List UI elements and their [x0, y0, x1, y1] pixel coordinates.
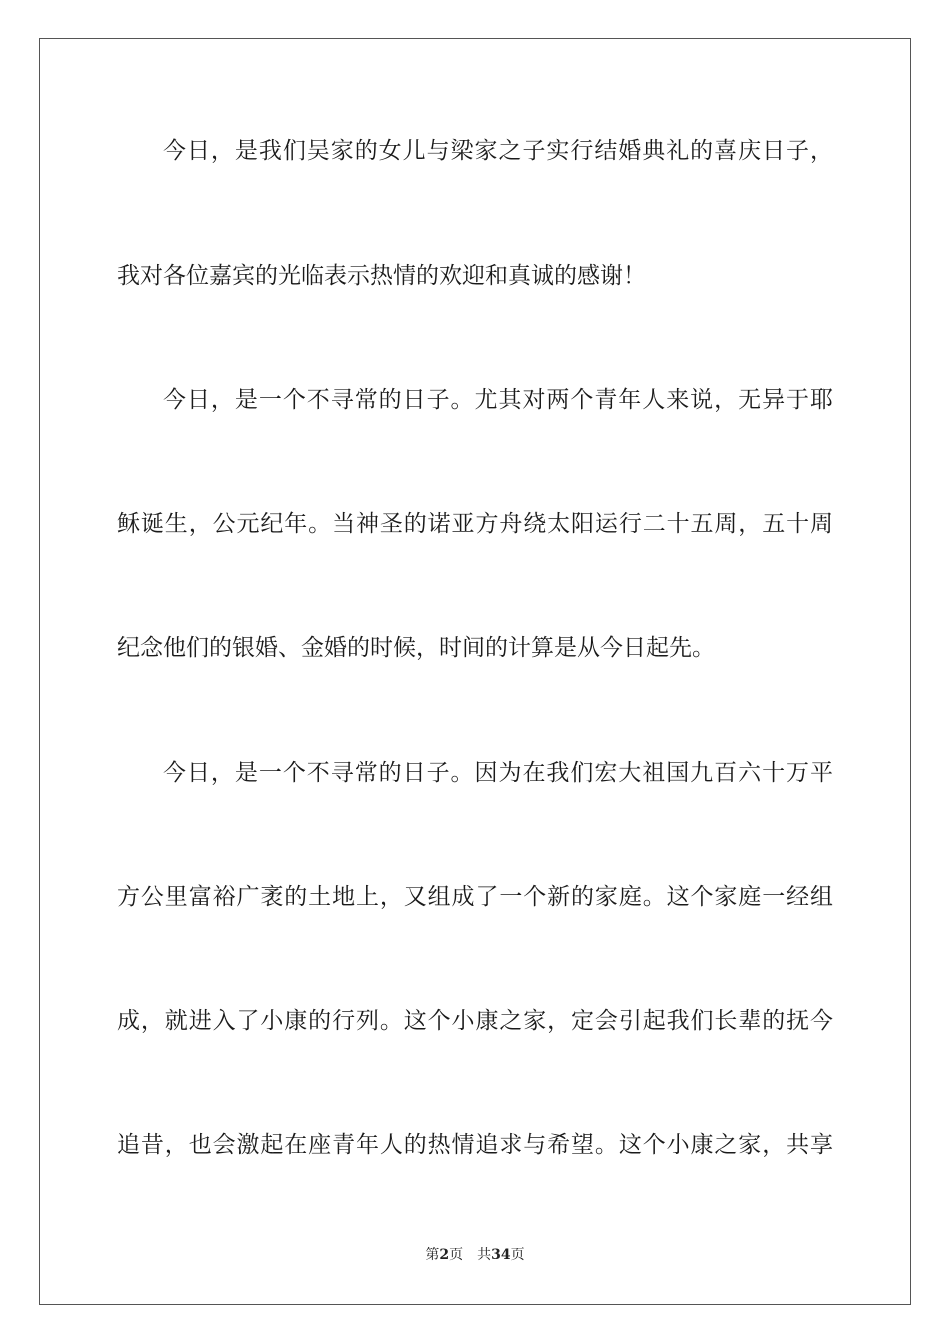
page-number: 2	[439, 1247, 450, 1263]
text-line-3: 今日，是一个不寻常的日子。尤其对两个青年人来说，无异于耶	[163, 387, 833, 413]
text-line-5: 纪念他们的银婚、金婚的时候，时间的计算是从今日起先。	[117, 635, 715, 661]
total-prefix: 共	[477, 1247, 492, 1263]
page-border	[39, 38, 911, 1305]
total-pages: 34	[491, 1247, 511, 1263]
text-line-8: 成，就进入了小康的行列。这个小康之家，定会引起我们长辈的抚今	[117, 1008, 833, 1034]
text-line-9: 追昔，也会激起在座青年人的热情追求与希望。这个小康之家，共享	[117, 1132, 833, 1158]
page-footer	[0, 1246, 950, 1264]
text-line-4: 稣诞生，公元纪年。当神圣的诺亚方舟绕太阳运行二十五周，五十周	[117, 511, 833, 537]
text-line-7: 方公里富裕广袤的土地上，又组成了一个新的家庭。这个家庭一经组	[117, 884, 833, 910]
page-prefix: 第	[425, 1247, 440, 1263]
total-suffix: 页	[510, 1247, 525, 1263]
text-line-1: 今日，是我们吴家的女儿与梁家之子实行结婚典礼的喜庆日子，	[163, 138, 833, 164]
page-suffix: 页	[449, 1247, 464, 1263]
text-line-6: 今日，是一个不寻常的日子。因为在我们宏大祖国九百六十万平	[163, 760, 833, 786]
text-line-2: 我对各位嘉宾的光临表示热情的欢迎和真诚的感谢！	[117, 263, 646, 289]
